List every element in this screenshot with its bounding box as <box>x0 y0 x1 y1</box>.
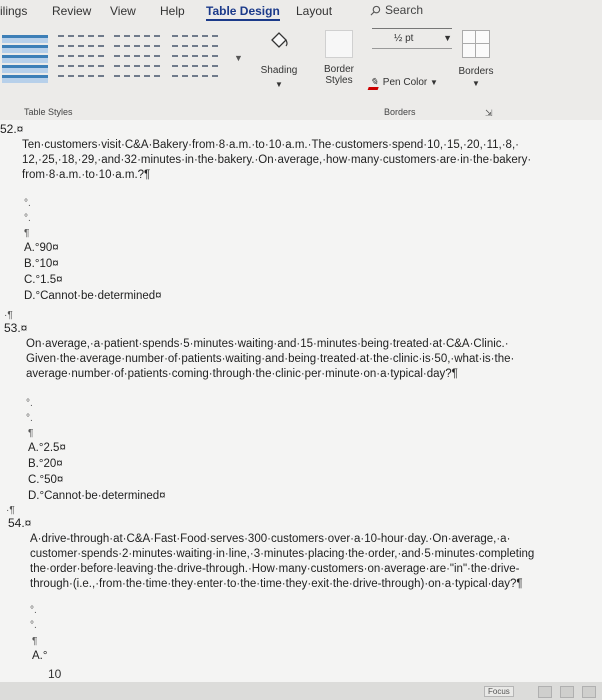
web-layout-view-icon[interactable] <box>560 686 574 698</box>
gallery-more-icon[interactable]: ▼ <box>234 53 243 63</box>
answer-option[interactable]: C.°50¤ <box>28 474 64 486</box>
answer-option[interactable]: A.°2.5¤ <box>28 442 66 454</box>
chevron-down-icon: ▼ <box>472 79 480 88</box>
border-styles-label: Border Styles <box>323 64 354 86</box>
formatting-mark: °. <box>26 398 33 409</box>
outline-view-icon[interactable] <box>582 686 596 698</box>
formatting-mark: ·¶ <box>4 310 13 321</box>
document-page[interactable] <box>0 120 602 700</box>
group-label-table-styles: Table Styles <box>24 107 73 117</box>
question-text <box>22 138 531 183</box>
formatting-mark: ·¶ <box>6 505 15 516</box>
pen-weight-value: ½ pt <box>394 33 414 44</box>
shading-button[interactable] <box>254 30 304 90</box>
ribbon-tabs <box>0 0 602 22</box>
search-box[interactable] <box>370 3 423 17</box>
question-number: 54.¤ <box>8 516 32 530</box>
tab-view[interactable]: View <box>110 4 136 18</box>
border-styles-button[interactable] <box>314 30 364 90</box>
question-line: On·average,·a·patient·spends·5·minutes·waiting·and·15·minutes·being·treated·at·C&A·Clinic.· <box>26 338 509 350</box>
question-line: from·8·a.m.·to·10·a.m.?¶ <box>22 169 151 181</box>
answer-option[interactable]: D.°Cannot·be·determined¤ <box>28 490 166 502</box>
question-line: through·(i.e.,·from·the·time·they·enter·to·the·time·they·exit·the·drive-through)·on·a·typical·day?¶ <box>30 578 523 590</box>
line-style-dropdown[interactable] <box>372 18 452 29</box>
formatting-mark: °. <box>24 213 31 224</box>
formatting-mark: ¶ <box>32 636 38 647</box>
borders-icon <box>462 30 490 58</box>
borders-button[interactable] <box>456 30 496 90</box>
tab-help[interactable]: Help <box>160 4 185 18</box>
formatting-mark: °. <box>26 413 33 424</box>
question-number: 53.¤ <box>4 321 28 335</box>
table-style-swatch[interactable] <box>58 33 104 79</box>
tab-mailings[interactable]: ilings <box>0 4 28 18</box>
border-styles-icon <box>325 30 353 58</box>
answer-option[interactable]: D.°Cannot·be·determined¤ <box>24 290 162 302</box>
table-style-swatch[interactable] <box>172 33 218 79</box>
search-icon <box>370 5 381 16</box>
pen-icon: ✎ <box>368 77 381 88</box>
dialog-launcher-icon[interactable]: ⇲ <box>485 108 493 118</box>
question-text <box>30 532 534 592</box>
page-number: 10 <box>48 667 62 681</box>
print-layout-view-icon[interactable] <box>538 686 552 698</box>
formatting-mark: °. <box>30 620 37 631</box>
borders-label: Borders <box>458 66 494 77</box>
search-label: Search <box>385 3 424 17</box>
formatting-mark: °. <box>30 605 37 616</box>
question-line: A·drive-through·at·C&A·Fast·Food·serves·300·customers·over·a·10-hour·day.·On·average,·a· <box>30 533 511 545</box>
ribbon <box>0 0 602 121</box>
paint-bucket-icon <box>268 30 290 50</box>
question-number: 52.¤ <box>0 122 24 136</box>
formatting-mark: ¶ <box>24 228 30 239</box>
answer-option[interactable]: A.°90¤ <box>24 242 59 254</box>
chevron-down-icon: ▼ <box>430 78 438 87</box>
pen-color-label: Pen Color <box>382 77 428 88</box>
focus-button[interactable]: Focus <box>484 686 514 697</box>
pen-weight-dropdown[interactable] <box>372 32 452 49</box>
answer-option[interactable]: C.°1.5¤ <box>24 274 63 286</box>
answer-option[interactable]: A.° <box>32 650 48 662</box>
table-style-swatch[interactable] <box>2 33 48 79</box>
chevron-down-icon: ▼ <box>443 33 452 43</box>
question-text <box>26 337 514 382</box>
question-line: customer·spends·2·minutes·waiting·in·line,·3·minutes·placing·the·order,·and·5·minutes·completing <box>30 548 535 560</box>
tab-table-design[interactable]: Table Design <box>206 4 280 21</box>
table-style-swatch[interactable] <box>114 33 160 79</box>
question-line: Given·the·average·number·of·patients·waiting·and·being·treated·at·the·clinic·is·50,·what·is·the· <box>26 353 515 365</box>
pen-color-button[interactable] <box>370 77 438 90</box>
tab-layout[interactable]: Layout <box>296 4 333 18</box>
table-styles-gallery[interactable] <box>0 33 248 81</box>
tab-review[interactable]: Review <box>52 4 92 18</box>
chevron-down-icon: ▼ <box>275 80 283 89</box>
question-line: average·number·of·patients·coming·through·the·clinic·per·minute·on·a·typical·day?¶ <box>26 368 458 380</box>
answer-option[interactable]: B.°20¤ <box>28 458 63 470</box>
formatting-mark: ¶ <box>28 428 34 439</box>
formatting-mark: °. <box>24 198 31 209</box>
group-label-borders: Borders <box>384 107 416 117</box>
answer-option[interactable]: B.°10¤ <box>24 258 59 270</box>
question-line: Ten·customers·visit·C&A·Bakery·from·8·a.m.·to·10·a.m.·The·customers·spend·10,·15,·20,·11,·8,· <box>22 139 519 151</box>
question-line: the·order·before·leaving·the·drive-through.·How·many·customers·on·average·are·"in"·the·drive- <box>30 563 520 575</box>
question-line: 12,·25,·18,·29,·and·32·minutes·in·the·bakery.·On·average,·how·many·customers·are·in·the·bakery· <box>22 154 532 166</box>
shading-label: Shading <box>260 65 298 76</box>
